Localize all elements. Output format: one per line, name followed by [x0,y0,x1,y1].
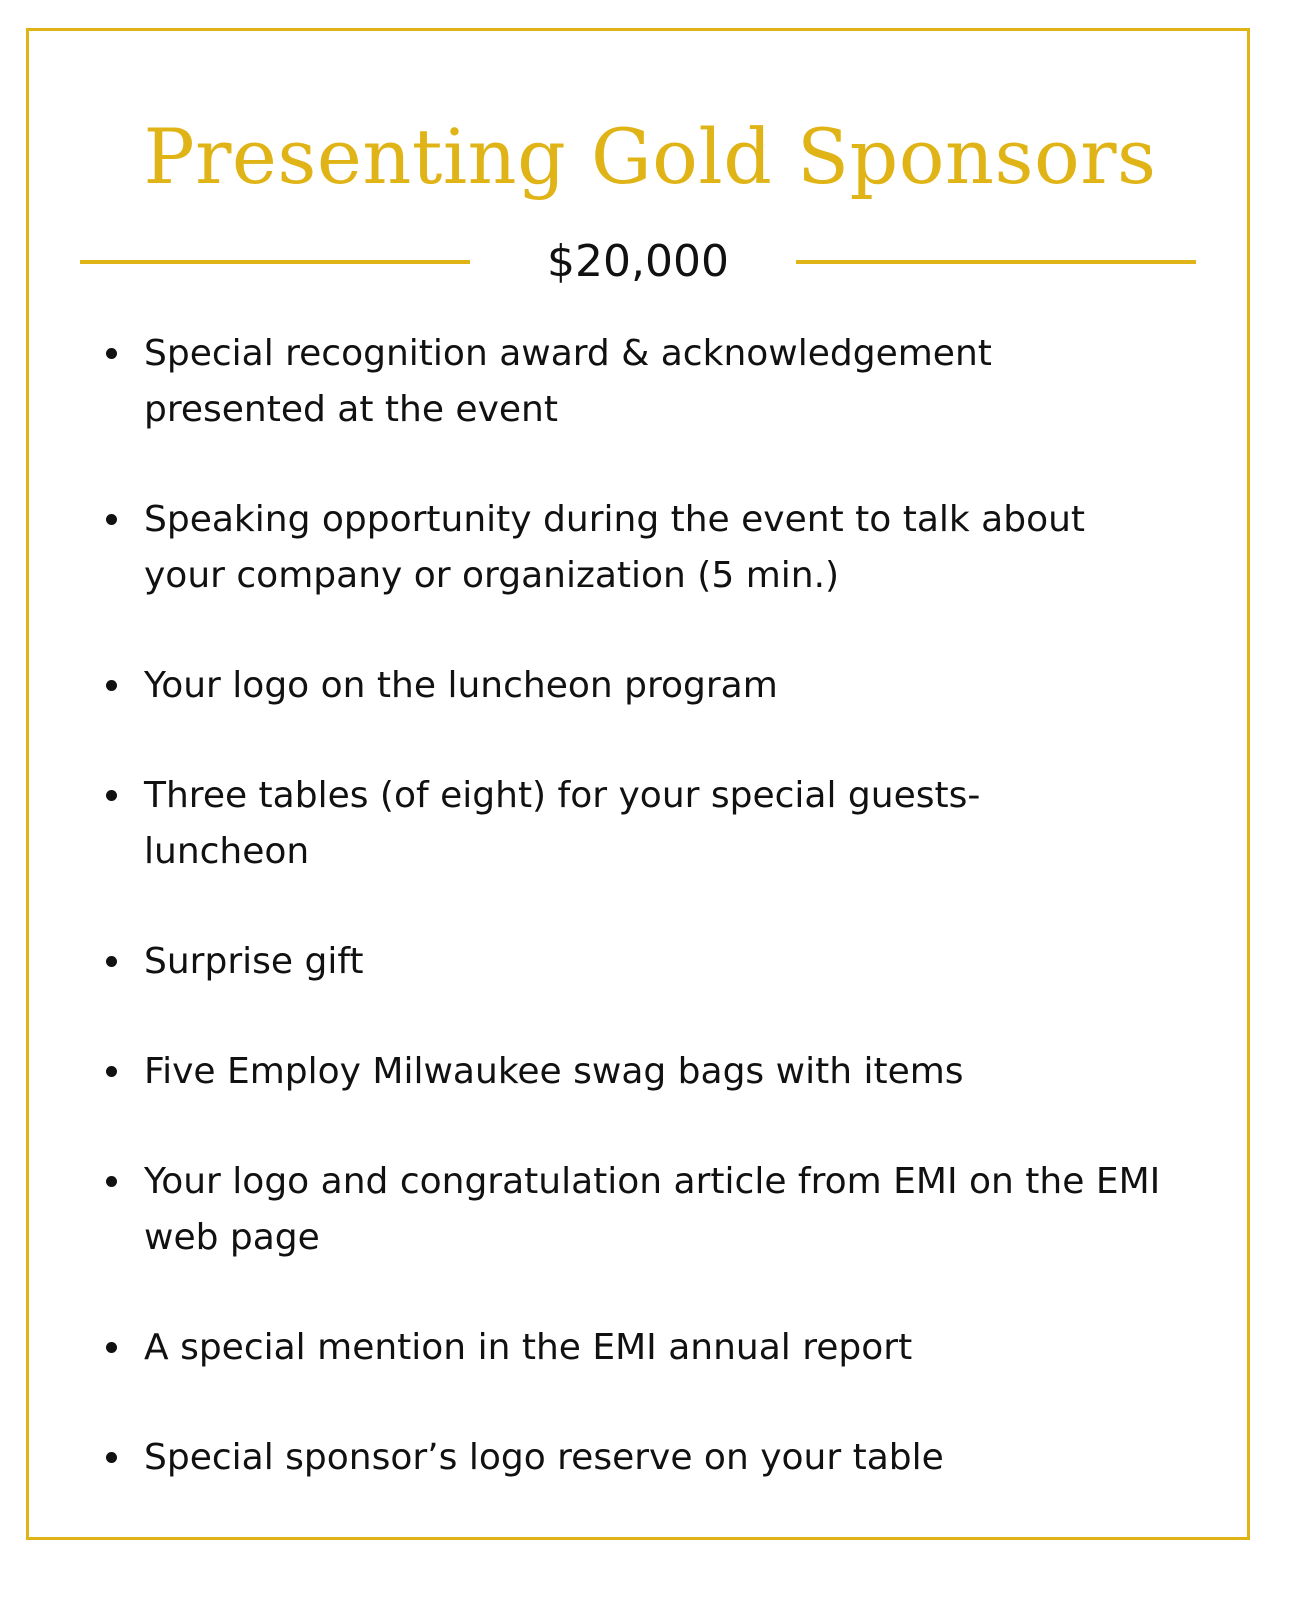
benefit-item [106,1320,1196,1376]
benefit-item [106,1154,1196,1266]
bullet-icon [106,1342,117,1353]
bullet-icon [106,1452,117,1463]
bullet-icon [106,1066,117,1077]
benefit-item [106,326,1196,438]
bullet-icon [106,514,117,525]
benefit-text: Special sponsor’s logo reserve on your table [144,1437,944,1478]
benefit-text: Your logo and congratulation article from EMI on the EMI web page [144,1161,1161,1258]
bullet-icon [106,1176,117,1187]
benefit-item [106,492,1196,604]
bullet-icon [106,956,117,967]
benefit-text: Three tables (of eight) for your special guests- luncheon [144,775,981,872]
benefit-item [106,1044,1196,1100]
benefit-text: Special recognition award & acknowledgement presented at the event [144,333,992,430]
benefit-item [106,658,1196,714]
benefit-item [106,768,1196,880]
benefit-item [106,934,1196,990]
benefit-item [106,1430,1196,1486]
benefit-text: Five Employ Milwaukee swag bags with items [144,1051,964,1092]
bullet-icon [106,680,117,691]
price-row [80,232,1196,292]
benefit-text: Your logo on the luncheon program [144,665,778,706]
benefit-text: A special mention in the EMI annual report [144,1327,913,1368]
divider-right [796,260,1196,264]
bullet-icon [106,348,117,359]
benefits-list [106,326,1196,1486]
sponsorship-price: $20,000 [547,236,729,287]
bullet-icon [106,790,117,801]
benefit-text: Speaking opportunity during the event to talk about your company or organization (5 min.) [144,499,1086,596]
page-title: Presenting Gold Sponsors [143,112,1157,201]
benefit-text: Surprise gift [144,941,364,982]
